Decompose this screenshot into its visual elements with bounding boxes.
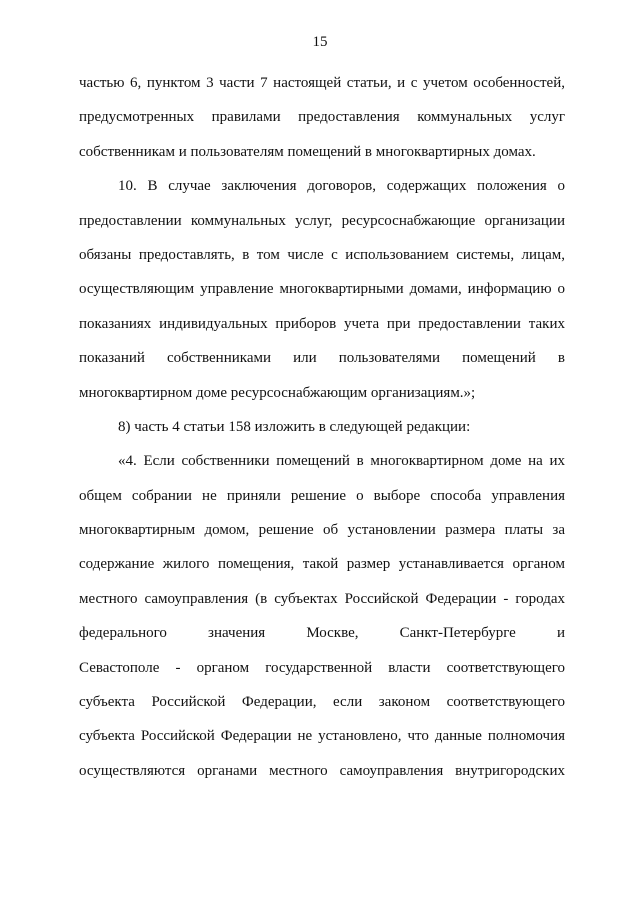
text-line: собственникам и пользователям помещений в многоквартирных домах. [79,143,536,160]
text-line: предоставлении коммунальных услуг, ресурсоснабжающие организации [79,212,565,229]
text-line: местного самоуправления (в субъектах Российской Федерации - городах [79,590,565,607]
text-line: осуществляющим управление многоквартирными домами, информацию о [79,281,565,298]
text-line: многоквартирном доме ресурсоснабжающим организациям.»; [79,384,476,401]
text-line: общем собрании не приняли решение о выборе способа управления [79,487,565,504]
text-line: федерального значения Москве, Санкт-Петербурге и [79,625,565,642]
text-line: субъекта Российской Федерации не установлено, что данные полномочия [79,728,565,745]
text-line: субъекта Российской Федерации, если законом соответствующего [79,694,565,711]
document-body [79,66,565,788]
text-line: предусмотренных правилами предоставления коммунальных услуг [79,109,565,126]
text-line: показаний собственниками или пользователями помещений в [79,350,565,367]
text-line: 10. В случае заключения договоров, содержащих положения о [118,178,565,195]
text-line: Севастополе - органом государственной власти соответствующего [79,659,565,676]
text-line: показаниях индивидуальных приборов учета при предоставлении таких [79,315,565,332]
text-line: частью 6, пунктом 3 части 7 настоящей статьи, и с учетом особенностей, [79,75,565,91]
text-line: осуществляются органами местного самоуправления внутригородских [79,762,565,779]
text-line: многоквартирным домом, решение об установлении размера платы за [79,522,565,539]
page-number: 15 [312,34,328,50]
text-line: 8) часть 4 статьи 158 изложить в следующей редакции: [118,418,471,435]
text-line: «4. Если собственники помещений в многоквартирном доме на их [118,453,565,470]
text-line: содержание жилого помещения, такой размер устанавливается органом [79,556,565,573]
text-line: обязаны предоставлять, в том числе с использованием системы, лицам, [79,246,565,263]
